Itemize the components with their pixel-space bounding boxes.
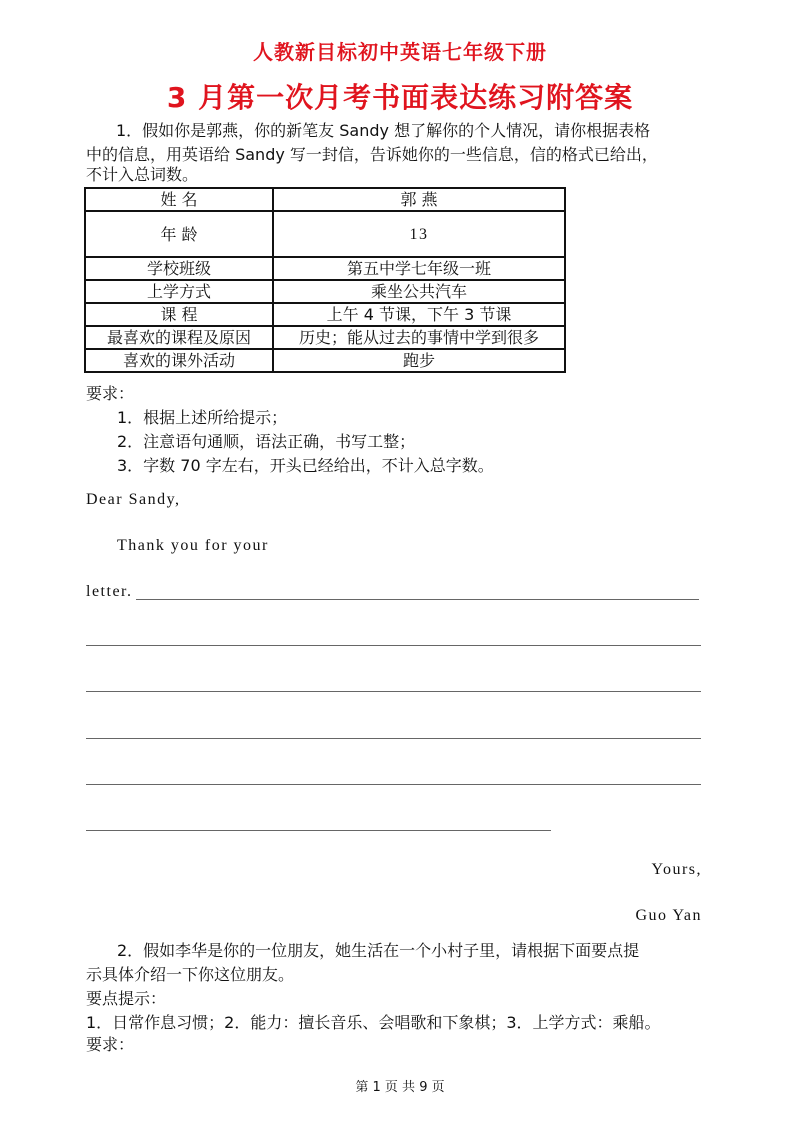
writing-line[interactable] — [136, 599, 699, 600]
writing-line[interactable] — [86, 830, 551, 831]
q1-requirement-3: 3．字数 70 字左右，开头已经给出，不计入总字数。 — [117, 456, 494, 475]
table-row — [85, 349, 565, 372]
letter-greeting: Dear Sandy, — [86, 491, 181, 508]
document-title: 3 月第一次月考书面表达练习附答案 — [166, 81, 634, 114]
table-row — [85, 326, 565, 349]
table-value: 13 — [273, 211, 565, 257]
q1-requirement-2: 2．注意语句通顺，语法正确，书写工整； — [117, 432, 416, 451]
q2-hints-label: 要点提示： — [86, 989, 167, 1008]
writing-line[interactable] — [86, 645, 701, 646]
q1-requirements-label: 要求： — [86, 384, 135, 403]
q2-prompt-line2: 示具体介绍一下你这位朋友。 — [86, 965, 295, 984]
table-value: 跑步 — [273, 349, 565, 372]
info-table — [84, 187, 566, 373]
table-row — [85, 188, 565, 211]
table-label: 学校班级 — [85, 257, 273, 280]
q2-prompt-line1: 2．假如李华是你的一位朋友，她生活在一个小村子里，请根据下面要点提 — [117, 941, 640, 960]
q1-prompt-line1: 1．假如你是郭燕，你的新笔友 Sandy 想了解你的个人情况，请你根据表格 — [116, 121, 651, 140]
letter-closing: Yours, — [651, 861, 702, 878]
table-label: 最喜欢的课程及原因 — [85, 326, 273, 349]
table-row — [85, 211, 565, 257]
page-footer: 第 1 页 共 9 页 — [355, 1080, 445, 1095]
q1-requirement-1: 1．根据上述所给提示； — [117, 408, 288, 427]
q1-prompt-line3: 不计入总词数。 — [86, 165, 199, 184]
table-value: 乘坐公共汽车 — [273, 280, 565, 303]
writing-line[interactable] — [86, 738, 701, 739]
letter-opening: Thank you for your — [117, 537, 269, 554]
table-label: 年 龄 — [85, 211, 273, 257]
table-row — [85, 303, 565, 326]
q2-hints: 1．日常作息习惯；2．能力：擅长音乐、会唱歌和下象棋；3．上学方式：乘船。 — [86, 1013, 661, 1032]
table-value: 第五中学七年级一班 — [273, 257, 565, 280]
table-row — [85, 257, 565, 280]
q2-requirements-label: 要求： — [86, 1035, 135, 1054]
table-value: 上午 4 节课，下午 3 节课 — [273, 303, 565, 326]
letter-opening-continued: letter. — [86, 583, 133, 600]
table-value: 历史；能从过去的事情中学到很多 — [273, 326, 565, 349]
table-label: 喜欢的课外活动 — [85, 349, 273, 372]
table-row — [85, 280, 565, 303]
q1-prompt-line2: 中的信息，用英语给 Sandy 写一封信，告诉她你的一些信息，信的格式已给出， — [86, 145, 658, 164]
letter-signature: Guo Yan — [635, 907, 702, 924]
table-label: 上学方式 — [85, 280, 273, 303]
writing-line[interactable] — [86, 784, 701, 785]
table-value: 郭 燕 — [273, 188, 565, 211]
table-label: 姓 名 — [85, 188, 273, 211]
writing-line[interactable] — [86, 691, 701, 692]
document-subtitle: 人教新目标初中英语七年级下册 — [253, 40, 547, 64]
table-label: 课 程 — [85, 303, 273, 326]
